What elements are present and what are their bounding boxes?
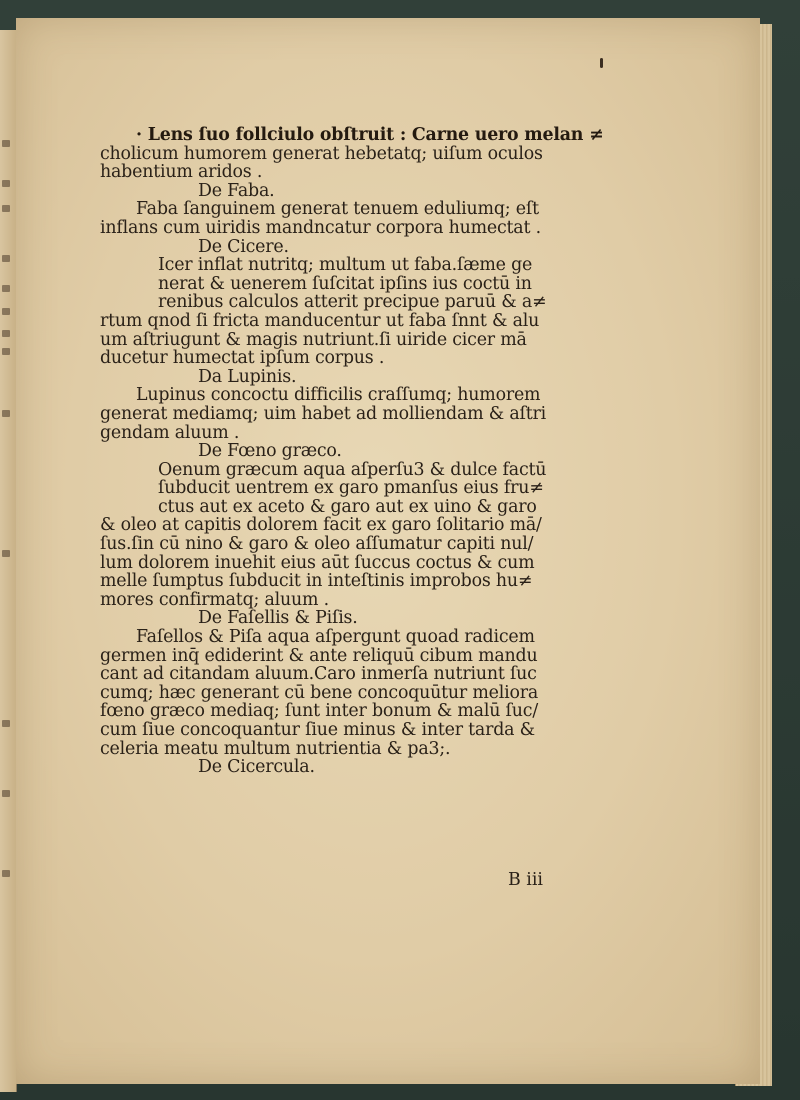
signature-mark: B iii [508,870,543,890]
page-text [100,125,604,778]
section-heading: Da Lupinis. [198,366,297,387]
text-line: fœno græco mediaq; ſunt inter bonum & malū ſuc/ [100,701,538,722]
text-line: cant ad citandam aluum.Caro inmerſa nutriunt ſuc [100,664,537,685]
text-line: Faba ſanguinem generat tenuem eduliumq; eſt [136,199,539,220]
text-line: mores confirmatq; aluum . [100,589,329,610]
text-line: ſubducit uentrem ex garo pmanſus eius fru≠ [158,478,544,499]
facing-page-marks [2,30,14,1092]
text-line: melle ſumptus ſubducit in inteſtinis improbos hu≠ [100,571,533,592]
text-line: um aſtriugunt & magis nutriunt.ſi uiride cicer mā [100,329,527,350]
section-heading: De Faſellis & Piſis. [198,608,358,629]
text-line: Oenum græcum aqua aſperſu3 & dulce factū [158,459,547,480]
text-line: inflans cum uiridis mandncatur corpora humectat . [100,217,541,238]
text-line: generat mediamq; uim habet ad molliendam & aſtri [100,403,547,424]
text-line: habentium aridos . [100,162,263,183]
text-line: nerat & uenerem ſuſcitat ipſins ius coctū in [158,273,532,294]
text-line: Faſellos & Piſa aqua aſpergunt quoad radicem [136,627,535,648]
text-line: Icer inflat nutritq; multum ut faba.ſæme ge [158,255,533,276]
text-line: cholicum humorem generat hebetatq; uiſum oculos [100,143,543,164]
section-heading: De Cicere. [198,236,289,257]
text-line: ducetur humectat ipſum corpus . [100,348,385,369]
text-line: cum ſiue concoquantur ſiue minus & inter tarda & [100,720,535,740]
section-heading: De Faba. [198,180,275,201]
section-heading: De Cicercula. [198,757,315,778]
facing-page-edge [0,30,17,1092]
text-line: germen inq̄ ediderint & ante reliquū cibum mandu [100,645,538,666]
binding-thread [600,58,603,68]
text-line: & oleo at capitis dolorem facit ex garo ſolitario mā/ [100,515,542,536]
text-line: lum dolorem inuehit eius aūt ſuccus coctus & cum [100,552,535,573]
text-line: celeria meatu multum nutrientia & pa3;. [100,738,451,759]
section-heading: De Fœno græco. [198,441,342,462]
text-line: Lupinus concoctu difficilis craſſumq; humorem [136,385,541,406]
text-line: rtum qnod ſi fricta manducentur ut faba ſnnt & alu [100,310,540,331]
text-line: gendam aluum . [100,422,240,443]
text-line: ſus.ſin cū nino & garo & oleo aſſumatur capiti nul/ [100,534,534,555]
text-line: cumq; hæc generant cū bene concoquūtur meliora [100,682,539,703]
text-line: · Lens ſuo follciulo obſtruit : Carne uero melan ≠ [136,125,604,145]
text-line: ctus aut ex aceto & garo aut ex uino & garo [158,496,537,517]
text-line: renibus calculos atterit precipue paruū & a≠ [158,292,547,313]
